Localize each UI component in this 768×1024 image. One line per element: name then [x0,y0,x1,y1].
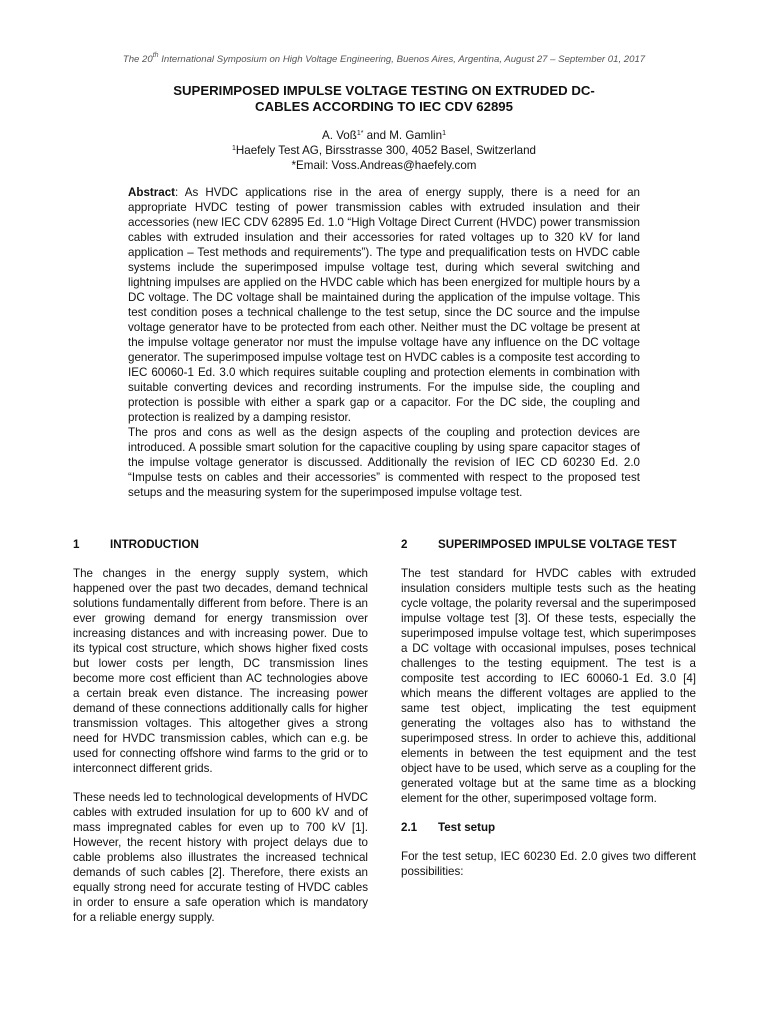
section-2-paragraph-1: The test standard for HVDC cables with extruded insulation considers multiple tests such as the heating cycle voltage, the polarity reversal and the superimposed impulse voltage test [3]. Of these tests, especially the superimposed impulse voltage test, which superimposes a DC voltage with occasional impulses, poses technical challenges to the testing equipment. The test is a composite test according to IEC 60060-1 Ed. 3.0 [4] which means the different voltages are applied to the same test object, implicating the test equipment generating the voltages also has to withstand the superimposed stress. In order to achieve this, additional elements in between the test equipment and the test object have to be used, which serve as a coupling for the generated voltage but at the same time as a blocking element for the other, superimposed voltage form. [401,567,696,805]
abstract [128,185,640,500]
left-column [73,537,368,925]
author-affiliation: $^1$Haefely Test AG, Birsstrasse 300, 4052 Basel, Switzerland [232,144,536,157]
section-number: 1 [73,538,80,551]
abstract-label: Abstract [128,186,176,199]
abstract-paragraph-2: The pros and cons as well as the design aspects of the coupling and protection devices are introduced. A possible smart solution for the capacitive coupling by using spare capacitor stages of the impulse voltage generator is discussed. Additionally the revision of IEC CD 60230 Ed. 2.0 “Impulse tests on cables and their accessories” is commented with respect to the proposed test setups and the measuring system for the superimposed impulse voltage test. [128,426,640,499]
section-number: 2 [401,538,408,551]
section-2-1-paragraph-1: For the test setup, IEC 60230 Ed. 2.0 gives two different possibilities: [401,850,696,878]
section-1-paragraph-2: These needs led to technological developments of HVDC cables with extruded insulation for up to 600 kV and of mass impregnated cables for even up to 700 kV [1]. However, the recent history with project delays due to cable problems also illustrates the increased technical demands of such cables [2]. Therefore, there exists an equally strong need for accurate testing of HVDC cables in order to ensure a safe operation which is mandatory for a reliable energy supply. [73,791,368,924]
section-1-paragraph-1: The changes in the energy supply system, which happened over the past two decades, demand technical solutions fundamentally different from before. There is an ever growing demand for energy transmission over increasing distances and with increasing power. Due to its typical cost structure, which shows higher fixed costs but lower costs per length, DC transmission lines become more cost efficient than AC technologies above a certain break even distance. The increasing power demand of these connections additionally calls for higher transmission voltages. This altogether gives a strong need for HVDC transmission cables, which can e.g. be used for connecting offshore wind farms to the grid or to interconnect different grids. [73,567,368,775]
author-block [0,128,768,173]
section-2-1-heading [401,820,696,835]
abstract-paragraph-1: Abstract: As HVDC applications rise in the area of energy supply, there is a need for an appropriate HVDC testing of power transmission cables with extruded insulation and their accessories (new IEC CDV 62895 Ed. 1.0 “High Voltage Direct Current (HVDC) power transmission cables with extruded insulation and their accessories for rated voltages up to 320 kV for land application – Test methods and requirements”). The type and prequalification tests on HVDC cable systems include the superimposed impulse voltage test, during which several switching and lightning impulses are applied on the HVDC cable which has been energized for multiple hours by a DC voltage. The DC voltage shall be maintained during the application of the impulse voltage. This test condition poses a technical challenge to the test setup, since the DC source and the impulse voltage generator have to be protected from each other. Neither must the DC voltage be present at the impulse voltage generator nor must the impulse voltage have any influence on the DC voltage generator. The superimposed impulse voltage test on HVDC cables is a composite test according to IEC 60060-1 Ed. 3.0 which requires suitable coupling and protection elements in combination with suitable converting devices and recording instruments. For the impulse side, the coupling and protection is possible with either a spark gap or a capacitor. For the DC side, the coupling and protection is realized by a damping resistor. [128,186,640,424]
right-column [401,537,696,879]
section-2-heading [401,537,696,552]
section-title: Test setup [438,821,496,834]
author-email: *Email: Voss.Andreas@haefely.com [291,159,477,172]
title-line-2: CABLES ACCORDING TO IEC CDV 62895 [255,99,513,114]
conference-header: The 20th International Symposium on High Voltage Engineering, Buenos Aires, Argentina, August 27 – September 01, 2017 [122,52,646,65]
section-number: 2.1 [401,821,418,834]
section-title: INTRODUCTION [110,538,199,551]
section-title: SUPERIMPOSED IMPULSE VOLTAGE TEST [438,538,677,551]
title-line-1: SUPERIMPOSED IMPULSE VOLTAGE TESTING ON EXTRUDED DC- [173,83,595,98]
author-names: A. Voß$^{1*}$ and M. Gamlin$^1$ [322,129,446,142]
section-1-heading [73,537,368,552]
paper-title [110,83,658,115]
